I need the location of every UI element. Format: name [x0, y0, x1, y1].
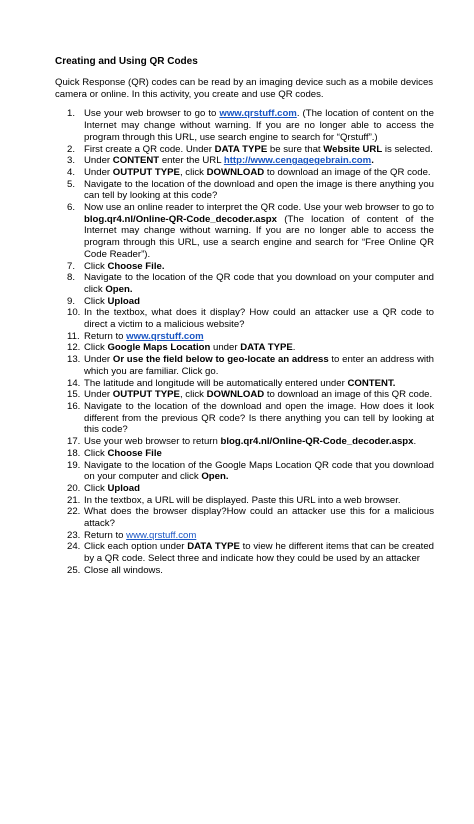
bold-term: Google Maps Location — [107, 342, 211, 354]
link[interactable]: www.qrstuff.com — [126, 330, 204, 342]
step-number: 7. — [67, 260, 76, 272]
step-item — [55, 460, 434, 483]
link[interactable]: http://www.cengagegebrain.com — [223, 155, 372, 167]
step-text: Navigate to the location of the Google Maps Location QR code that you download on your computer and click Open. — [84, 459, 434, 483]
link[interactable]: www.qrstuff.com — [126, 529, 197, 541]
step-number: 15. — [67, 389, 81, 401]
step-text: Under Or use the field below to geo-locate an address to enter an address with which you are familiar. Click go. — [84, 354, 435, 377]
step-number: 1. — [67, 108, 76, 120]
step-item — [55, 307, 434, 330]
step-number: 5. — [67, 178, 76, 190]
bold-term: CONTENT — [112, 155, 160, 167]
bold-term: blog.qr4.nl/Online-QR-Code_decoder.aspx — [220, 436, 414, 448]
step-number: 3. — [67, 155, 76, 167]
step-item — [55, 506, 434, 529]
step-item — [55, 202, 434, 261]
step-text: Click Google Maps Location under DATA TYPE. — [84, 342, 296, 354]
step-number: 14. — [67, 377, 81, 389]
step-text: Click each option under DATA TYPE to view he different items that can be created by a QR code. Select three and indicate how they could be used by an attacker — [84, 541, 434, 565]
step-item — [55, 495, 434, 507]
step-text: Use your web browser to return blog.qr4.nl/Online-QR-Code_decoder.aspx. — [84, 436, 417, 448]
step-number: 18. — [67, 447, 81, 459]
bold-term: DATA TYPE — [187, 541, 240, 553]
step-text: Under OUTPUT TYPE, click DOWNLOAD to download an image of the QR code. — [84, 166, 431, 178]
step-item — [55, 108, 434, 143]
bold-term: Upload — [107, 295, 140, 307]
step-number: 6. — [67, 202, 76, 214]
step-item — [55, 378, 434, 390]
step-item — [55, 354, 434, 377]
bold-term: Choose File. — [107, 260, 165, 272]
step-item — [55, 448, 434, 460]
step-text: Close all windows. — [84, 564, 163, 576]
bold-term: CONTENT. — [347, 377, 396, 389]
step-text: Return to www.qrstuff.com — [84, 529, 197, 541]
step-item — [55, 261, 434, 273]
bold-term: OUTPUT TYPE — [112, 166, 180, 178]
step-text: What does the browser display?How could an attacker use this for a malicious attack? — [84, 506, 434, 530]
bold-term: DATA TYPE — [240, 342, 293, 354]
step-number: 2. — [67, 143, 76, 155]
step-text: The latitude and longitude will be automatically entered under CONTENT. — [84, 377, 396, 389]
bold-term: DATA TYPE — [214, 143, 268, 155]
step-number: 22. — [67, 506, 81, 518]
bold-term: Website URL — [323, 143, 383, 155]
step-number: 19. — [67, 459, 81, 471]
step-number: 8. — [67, 272, 76, 284]
step-text: In the textbox, what does it display? How could an attacker use a QR code to direct a victim to a malicious website? — [84, 307, 434, 331]
step-number: 11. — [67, 330, 80, 342]
step-number: 25. — [67, 564, 81, 576]
step-text: Navigate to the location of the download and open the image is there anything you can tell by looking at this code? — [84, 178, 434, 202]
step-number: 20. — [67, 482, 81, 494]
bold-term: Choose File — [107, 447, 162, 459]
step-item — [55, 179, 434, 202]
link[interactable]: www.qrstuff.com — [219, 108, 297, 120]
bold-term: OUTPUT TYPE — [112, 389, 180, 401]
step-text: Click Choose File. — [84, 260, 165, 272]
step-text: In the textbox, a URL will be displayed. Paste this URL into a web browser. — [84, 494, 401, 506]
step-item — [55, 483, 434, 495]
step-text: Click Choose File — [84, 447, 162, 459]
intro-paragraph: Quick Response (QR) codes can be read by an imaging device such as a mobile devices camera or online. In this activity, you create and use QR codes. — [55, 77, 434, 100]
step-number: 24. — [67, 541, 81, 553]
step-item — [55, 272, 434, 295]
step-item — [55, 530, 434, 542]
step-item — [55, 401, 434, 436]
bold-term: blog.qr4.nl/Online-QR-Code_decoder.aspx — [84, 213, 277, 225]
step-item — [55, 565, 434, 577]
step-number: 12. — [67, 342, 81, 354]
step-number: 17. — [67, 436, 81, 448]
step-item — [55, 389, 434, 401]
step-item — [55, 144, 434, 156]
step-item — [55, 296, 434, 308]
step-number: 10. — [67, 307, 81, 319]
step-item — [55, 167, 434, 179]
step-text: Navigate to the location of the QR code that you download on your computer and click Open. — [84, 272, 434, 295]
step-number: 4. — [67, 166, 76, 178]
step-number: 21. — [67, 494, 81, 506]
step-text: First create a QR code. Under DATA TYPE be sure that Website URL is selected. — [84, 143, 433, 155]
step-text: Navigate to the location of the download and open the image. How does it look different from the previous QR code? Is there anything you can tell by looking at this code? — [84, 400, 434, 436]
step-text: Use your web browser to go to www.qrstuff.com. (The location of content on the Internet may change without warning. If you are no longer able to access the program through this URL, use search engine to search for “Qrstuff”.) — [84, 108, 434, 143]
step-item — [55, 436, 434, 448]
step-item — [55, 342, 434, 354]
step-item — [55, 331, 434, 343]
step-number: 9. — [67, 295, 76, 307]
bold-term: Open. — [105, 283, 133, 295]
bold-term: Upload — [107, 482, 140, 494]
bold-term: Or use the field below to geo-locate an address — [112, 354, 329, 366]
step-number: 23. — [67, 529, 81, 541]
step-text: Under OUTPUT TYPE, click DOWNLOAD to download an image of this QR code. — [84, 389, 433, 401]
bold-term: Open. — [201, 471, 229, 483]
page-title: Creating and Using QR Codes — [55, 56, 198, 67]
step-text: Under CONTENT enter the URL http://www.cengagegebrain.com. — [84, 155, 374, 167]
step-number: 16. — [67, 400, 81, 412]
step-number: 13. — [67, 354, 81, 366]
step-item — [55, 541, 434, 564]
step-text: Now use an online reader to interpret the QR code. Use your web browser to go to blog.qr4.nl/Online-QR-Code_decoder.aspx (The location of content of the Internet may change without warning. If you are no longer able to access the program through this URL, use a search engine and search for “Free Online QR Code Reader”). — [84, 202, 434, 260]
step-text: Return to www.qrstuff.com — [84, 330, 204, 342]
steps-list — [55, 108, 434, 576]
bold-term: DOWNLOAD — [206, 389, 265, 401]
bold-term: DOWNLOAD — [206, 166, 265, 178]
step-text: Click Upload — [84, 482, 140, 494]
step-text: Click Upload — [84, 295, 140, 307]
bold-term: . — [371, 155, 374, 167]
step-item — [55, 155, 434, 167]
